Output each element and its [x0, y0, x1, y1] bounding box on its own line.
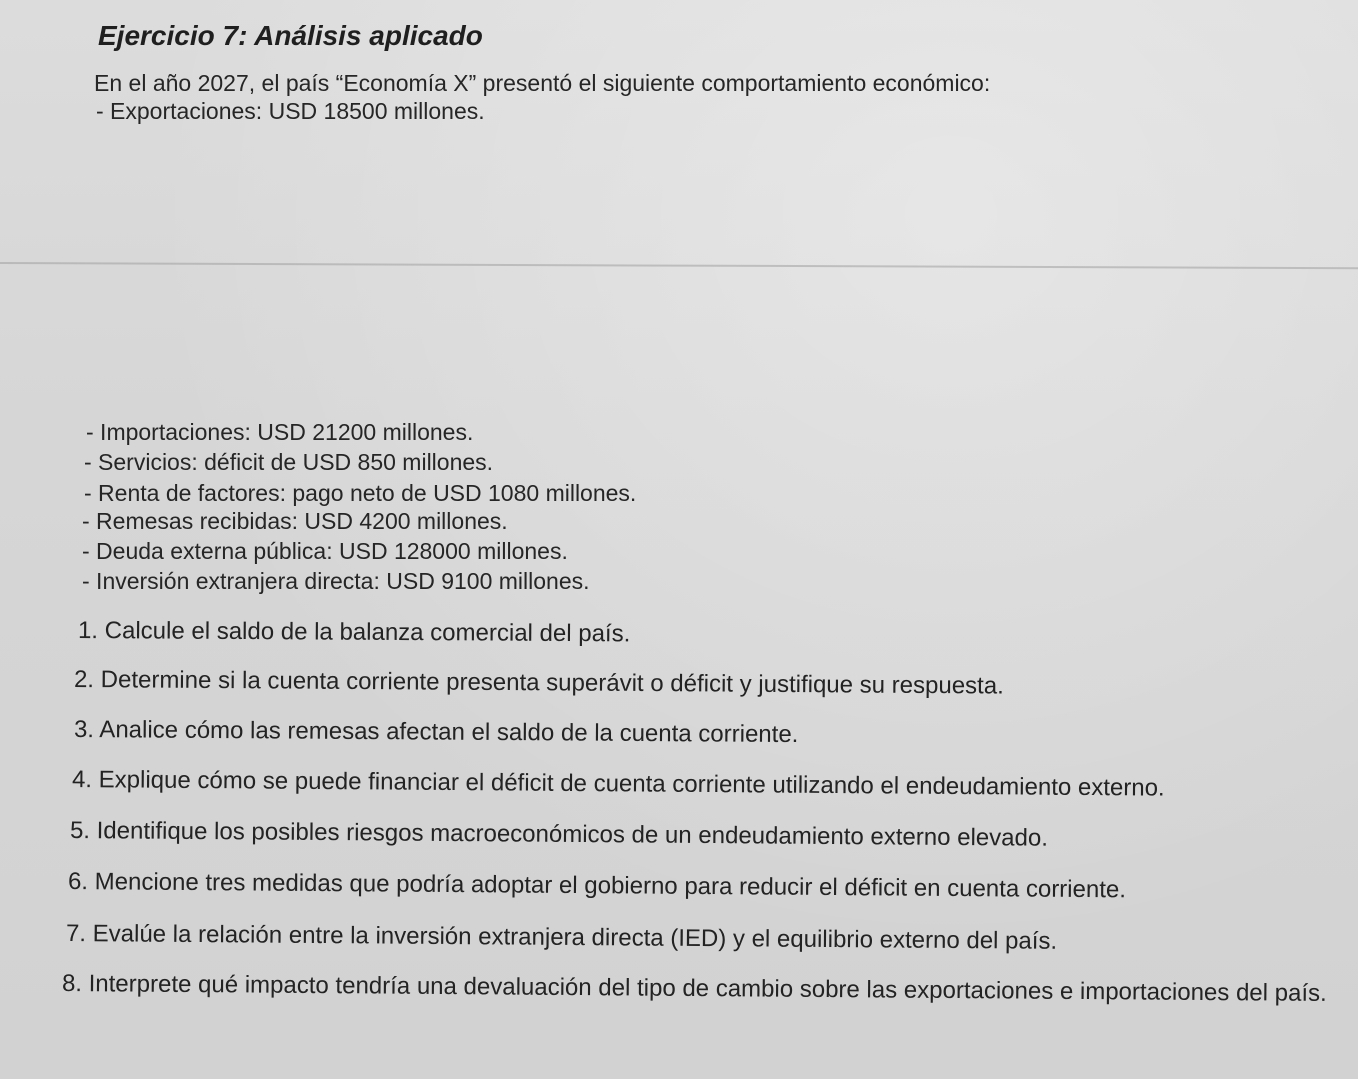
- data-item-remittances: - Remesas recibidas: USD 4200 millones.: [82, 508, 508, 534]
- question-7: 7. Evalúe la relación entre la inversión extranjera directa (IED) y el equilibrio externo del país.: [65, 920, 1058, 955]
- question-4: 4. Explique cómo se puede financiar el déficit de cuenta corriente utilizando el endeudamiento externo.: [71, 766, 1165, 802]
- page-divider: [0, 262, 1358, 269]
- exercise-title: Ejercicio 7: Análisis aplicado: [98, 20, 483, 51]
- question-6: 6. Mencione tres medidas que podría adoptar el gobierno para reducir el déficit en cuenta corriente.: [67, 868, 1127, 904]
- question-5: 5. Identifique los posibles riesgos macroeconómicos de un endeudamiento externo elevado.: [69, 817, 1049, 852]
- intro-text: En el año 2027, el país “Economía X” presentó el siguiente comportamiento económico:: [94, 70, 991, 96]
- question-3: 3. Analice cómo las remesas afectan el saldo de la cuenta corriente.: [73, 716, 799, 749]
- data-item-fdi: - Inversión extranjera directa: USD 9100 millones.: [82, 568, 590, 594]
- question-1: 1. Calcule el saldo de la balanza comercial del país.: [77, 617, 631, 648]
- data-item-services: - Servicios: déficit de USD 850 millones.: [84, 449, 494, 475]
- data-item-public-debt: - Deuda externa pública: USD 128000 millones.: [82, 538, 568, 564]
- data-item-imports: - Importaciones: USD 21200 millones.: [86, 419, 474, 445]
- data-item-factor-income: - Renta de factores: pago neto de USD 1080 millones.: [84, 480, 637, 506]
- question-8: 8. Interprete qué impacto tendría una devaluación del tipo de cambio sobre las exportaciones e importaciones del país.: [61, 970, 1327, 1007]
- question-2: 2. Determine si la cuenta corriente presenta superávit o déficit y justifique su respuesta.: [73, 666, 1004, 700]
- data-item-exports: - Exportaciones: USD 18500 millones.: [96, 98, 485, 124]
